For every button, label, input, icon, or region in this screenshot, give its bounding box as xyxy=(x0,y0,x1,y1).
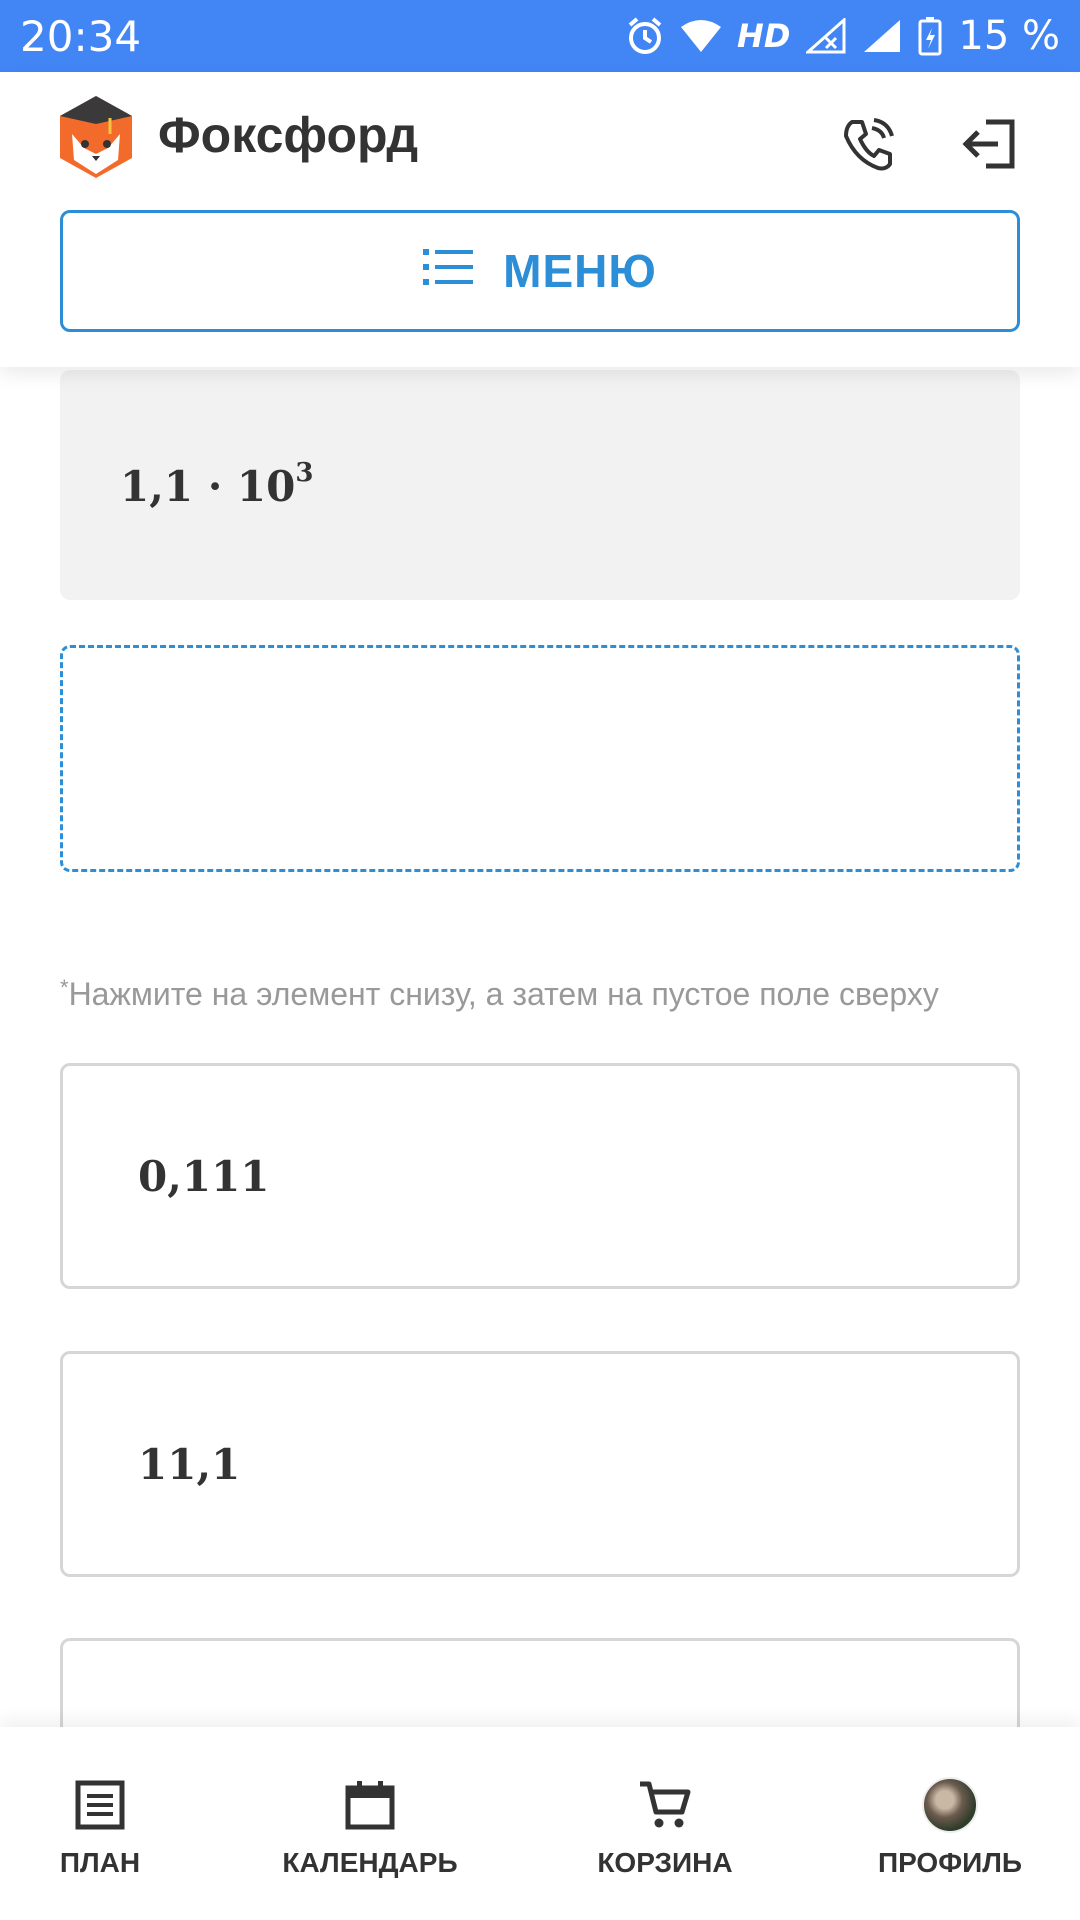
wifi-icon xyxy=(681,19,721,53)
nav-label: КОРЗИНА xyxy=(597,1847,733,1878)
answer-exponent: 3 xyxy=(295,458,314,488)
list-icon xyxy=(423,244,473,298)
signal-full-icon xyxy=(862,18,902,54)
hint-text xyxy=(60,975,1050,1013)
status-time: 20:34 xyxy=(20,11,142,61)
nav-item-calendar[interactable] xyxy=(270,1727,470,1920)
avatar xyxy=(922,1777,978,1833)
status-bar xyxy=(0,0,1080,72)
option-value: 11,1 xyxy=(138,1440,241,1489)
answer-expression xyxy=(120,458,313,511)
option-card[interactable] xyxy=(60,1063,1020,1289)
phone-icon[interactable] xyxy=(838,114,898,174)
nav-item-profile[interactable] xyxy=(860,1727,1040,1920)
fox-logo-icon[interactable] xyxy=(58,94,134,180)
cart-icon xyxy=(637,1777,693,1833)
status-icons xyxy=(625,13,1060,59)
nav-item-cart[interactable] xyxy=(580,1727,750,1920)
drop-zone[interactable] xyxy=(60,645,1020,872)
nav-item-plan[interactable] xyxy=(40,1727,160,1920)
avatar-wrapper xyxy=(922,1777,978,1833)
menu-button[interactable] xyxy=(60,210,1020,332)
battery-level: 15 % xyxy=(958,13,1060,59)
hint-label: Нажмите на элемент снизу, а затем на пустое поле сверху xyxy=(68,976,939,1012)
answer-mantissa: 1,1 · 10 xyxy=(120,462,296,511)
menu-label: МЕНЮ xyxy=(503,245,657,297)
nav-label: ПРОФИЛЬ xyxy=(877,1847,1022,1878)
brand-name: Фоксфорд xyxy=(158,107,419,163)
option-card[interactable] xyxy=(60,1351,1020,1577)
calendar-icon xyxy=(342,1777,398,1833)
bottom-nav xyxy=(0,1727,1080,1920)
app-header xyxy=(0,72,1080,367)
answer-card[interactable] xyxy=(60,370,1020,600)
battery-icon xyxy=(918,16,942,56)
alarm-icon xyxy=(625,16,665,56)
signal-icon xyxy=(806,18,846,54)
hint-marker: * xyxy=(60,975,69,1000)
network-type-label: HD xyxy=(737,17,791,55)
option-value: 0,111 xyxy=(138,1152,270,1201)
logout-icon[interactable] xyxy=(960,114,1020,174)
plan-icon xyxy=(72,1777,128,1833)
nav-label: КАЛЕНДАРЬ xyxy=(282,1847,458,1878)
nav-label: ПЛАН xyxy=(59,1847,141,1878)
